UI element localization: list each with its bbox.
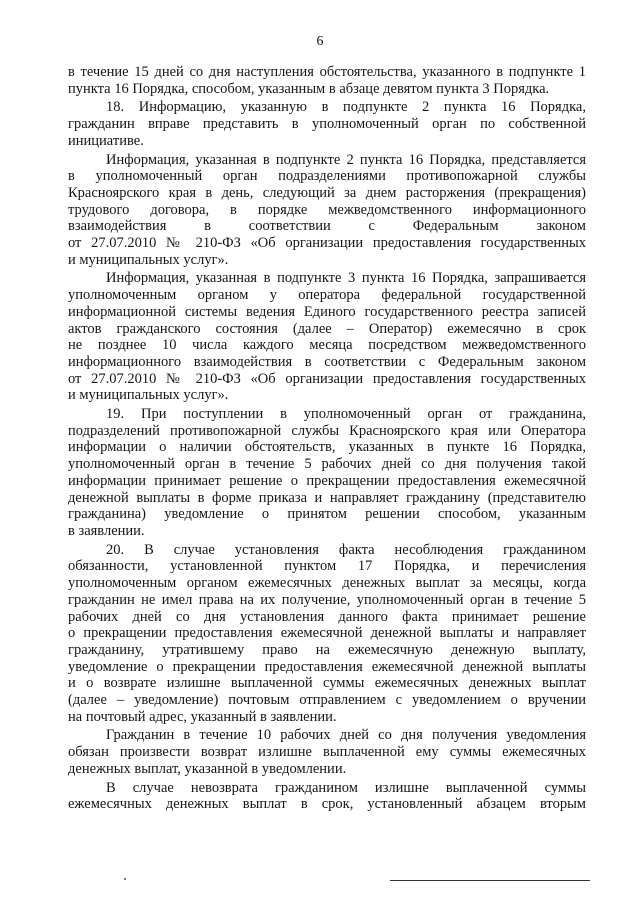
text-line: пункта 16 Порядка, способом, указанным в абзаце девятом пункта 3 Порядка. bbox=[68, 80, 550, 97]
text-line: уполномоченным органом ежемесячных денежных выплат за месяцы, когда bbox=[68, 575, 586, 592]
text-line: уполномоченным органом у оператора федеральной государственной bbox=[68, 287, 586, 304]
paragraph-2 bbox=[68, 99, 586, 149]
text-line: Красноярского края в день, следующий за днем расторжения (прекращения) bbox=[68, 184, 586, 201]
text-line: гражданин не имел права на их получение, уполномоченный орган в течение 5 bbox=[68, 591, 586, 608]
paragraph-6 bbox=[68, 542, 586, 726]
text-line: обязанности, установленной пунктом 17 Порядка, и перечисления bbox=[68, 558, 586, 575]
text-line: на почтовый адрес, указанный в заявлении. bbox=[68, 708, 337, 725]
text-line: денежной выплаты в форме приказа и направляет гражданину (представителю bbox=[68, 489, 586, 506]
text-line: Информация, указанная в подпункте 2 пункта 16 Порядка, представляется bbox=[106, 151, 586, 168]
paragraph-5 bbox=[68, 406, 586, 540]
page-number: 6 bbox=[316, 34, 324, 49]
text-line: и муниципальных услуг». bbox=[68, 251, 229, 268]
footer-rule bbox=[390, 880, 590, 881]
paragraph-4 bbox=[68, 270, 586, 404]
text-line: информационного взаимодействия в соответствии с Федеральным законом bbox=[68, 353, 586, 370]
text-line: о прекращении предоставления ежемесячной денежной выплаты и направляет bbox=[68, 625, 586, 642]
text-line: Информация, указанная в подпункте 3 пункта 16 Порядка, запрашивается bbox=[106, 270, 586, 287]
text-line: гражданин вправе представить в уполномоченный орган по собственной bbox=[68, 116, 586, 133]
text-line: В случае невозврата гражданином излишне выплаченной суммы bbox=[106, 779, 586, 796]
text-line: инициативе. bbox=[68, 132, 144, 149]
text-line: (далее – уведомление) почтовым отправлением с уведомлением о вручении bbox=[68, 692, 586, 709]
text-line: 18. Информацию, указанную в подпункте 2 пункта 16 Порядка, bbox=[106, 99, 586, 116]
text-line: 20. В случае установления факта несоблюдения гражданином bbox=[106, 541, 586, 558]
text-line: взаимодействия в соответствии с Федеральным законом bbox=[68, 218, 586, 235]
text-line: 19. При поступлении в уполномоченный орган от гражданина, bbox=[106, 406, 586, 423]
text-line: и о возврате излишне выплаченной суммы ежемесячных денежных выплат bbox=[68, 675, 586, 692]
text-line: в уполномоченный орган подразделениями противопожарной службы bbox=[68, 168, 586, 185]
text-line: подразделений противопожарной службы Красноярского края или Оператора bbox=[68, 422, 586, 439]
text-line: информации о наличии обстоятельств, указанных в пункте 16 Порядка, bbox=[68, 439, 586, 456]
text-line: актов гражданского состояния (далее – Оператор) ежемесячно в срок bbox=[68, 320, 586, 337]
text-line: денежных выплат, указанной в уведомлении. bbox=[68, 760, 347, 777]
text-line: рабочих дней со дня установления данного факта принимает решение bbox=[68, 608, 586, 625]
text-line: не позднее 10 числа каждого месяца посредством межведомственного bbox=[68, 337, 586, 354]
text-line: и муниципальных услуг». bbox=[68, 387, 229, 404]
scan-speck bbox=[124, 878, 126, 880]
document-body bbox=[68, 64, 586, 815]
text-line: от 27.07.2010 № 210-ФЗ «Об организации предоставления государственных bbox=[68, 370, 586, 387]
text-line: информационной системы ведения Единого государственного реестра записей bbox=[68, 303, 586, 320]
text-line: гражданину, утратившему право на ежемесячную денежную выплату, bbox=[68, 641, 586, 658]
text-line: трудового договора, в порядке межведомственного информационного bbox=[68, 201, 586, 218]
paragraph-8 bbox=[68, 780, 586, 813]
paragraph-7 bbox=[68, 727, 586, 777]
text-line: обязан произвести возврат излишне выплаченной ему суммы ежемесячных bbox=[68, 744, 586, 761]
text-line: уполномоченный орган в течение 5 рабочих дней со дня получения такой bbox=[68, 456, 586, 473]
text-line: в течение 15 дней со дня наступления обстоятельства, указанного в подпункте 1 bbox=[68, 64, 586, 80]
text-line: от 27.07.2010 № 210-ФЗ «Об организации предоставления государственных bbox=[68, 235, 586, 252]
text-line: Гражданин в течение 10 рабочих дней со дня получения уведомления bbox=[106, 727, 586, 744]
text-line: в заявлении. bbox=[68, 522, 145, 539]
paragraph-3 bbox=[68, 152, 586, 269]
text-line: уведомление о прекращении предоставления ежемесячной денежной выплаты bbox=[68, 658, 586, 675]
text-line: гражданина) уведомление о принятом решении способом, указанным bbox=[68, 506, 586, 523]
text-line: ежемесячных денежных выплат в срок, установленный абзацем вторым bbox=[68, 796, 586, 813]
paragraph-1 bbox=[68, 64, 586, 97]
text-line: информации принимает решение о прекращении предоставления ежемесячной bbox=[68, 472, 586, 489]
